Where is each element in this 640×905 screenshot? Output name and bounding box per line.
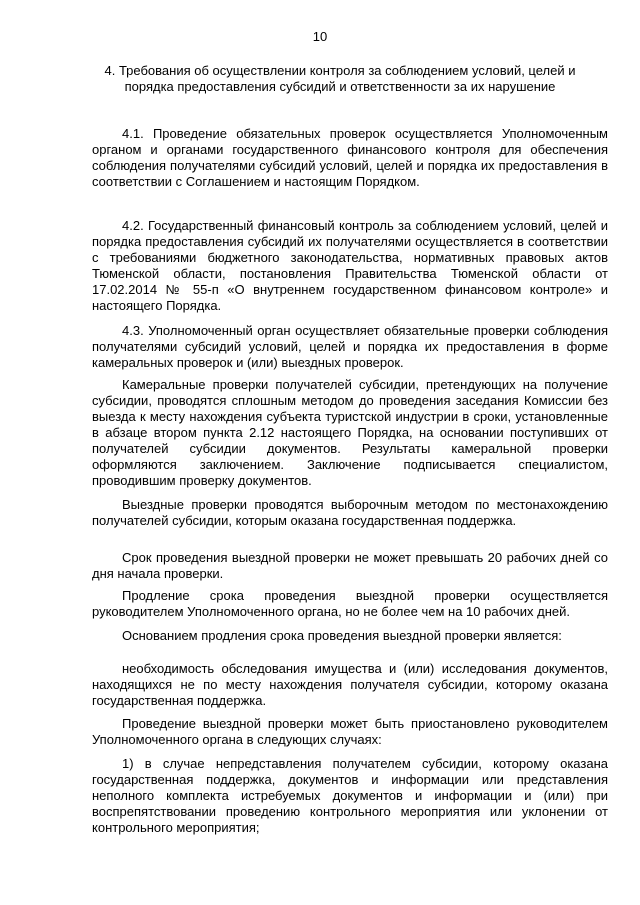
- paragraph-extension-grounds: Основанием продления срока проведения выездной проверки является:: [122, 628, 562, 643]
- section-heading: 4. Требования об осуществлении контроля за соблюдением условий, целей и порядка предоставления субсидий и ответственности за их нарушение: [104, 63, 576, 94]
- paragraph-case-1: 1) в случае непредставления получателем субсидии, которому оказана государственная поддержка, документов и информации или представления неполного комплекта истребуемых документов и информации и (или) при воспрепятствовании проведению контрольного мероприятия или уклонении от контрольного мероприятия;: [92, 756, 608, 835]
- paragraph-term-extension: Продление срока проведения выездной проверки осуществляется руководителем Уполномоченного органа, но не более чем на 10 рабочих дней.: [92, 588, 608, 619]
- paragraph-field-audits: Выездные проверки проводятся выборочным методом по местонахождению получателей субсидии, которым оказана государственная поддержка.: [92, 497, 608, 528]
- paragraph-4-3: 4.3. Уполномоченный орган осуществляет обязательные проверки соблюдения получателями субсидий условий, целей и порядка их предоставления в форме камеральных проверок и (или) выездных проверок.: [92, 323, 608, 370]
- paragraph-suspension: Проведение выездной проверки может быть приостановлено руководителем Уполномоченного органа в следующих случаях:: [92, 716, 608, 747]
- paragraph-desk-audits: Камеральные проверки получателей субсидии, претендующих на получение субсидии, проводятся сплошным методом до проведения заседания Комиссии без выезда к месту нахождения субъекта туристской индустрии в сроки, установленные в абзаце втором пункта 2.12 настоящего Порядка, на основании поступивших от получателей субсидии документов. Результаты камеральной проверки оформляются заключением. Заключение подписывается специалистом, проводившим проверку документов.: [92, 377, 608, 488]
- paragraph-4-2: 4.2. Государственный финансовый контроль за соблюдением условий, целей и порядка предоставления субсидий их получателями осуществляется в соответствии с требованиями бюджетного законодательства, нормативных правовых актов Тюменской области, постановления Правительства Тюменской области от 17.02.2014 № 55-п «О внутреннем государственном финансовом контроле» и настоящего Порядка.: [92, 218, 608, 313]
- paragraph-necessity: необходимость обследования имущества и (или) исследования документов, находящихся не по месту нахождения получателя субсидии, которому оказана государственная поддержка.: [92, 661, 608, 708]
- paragraph-audit-term: Срок проведения выездной проверки не может превышать 20 рабочих дней со дня начала проверки.: [92, 550, 608, 581]
- page-number: 10: [312, 29, 328, 44]
- paragraph-4-1: 4.1. Проведение обязательных проверок осуществляется Уполномоченным органом и органами государственного финансового контроля для обеспечения соблюдения получателями субсидий условий, целей и порядка их предоставления в соответствии с Соглашением и настоящим Порядком.: [92, 126, 608, 189]
